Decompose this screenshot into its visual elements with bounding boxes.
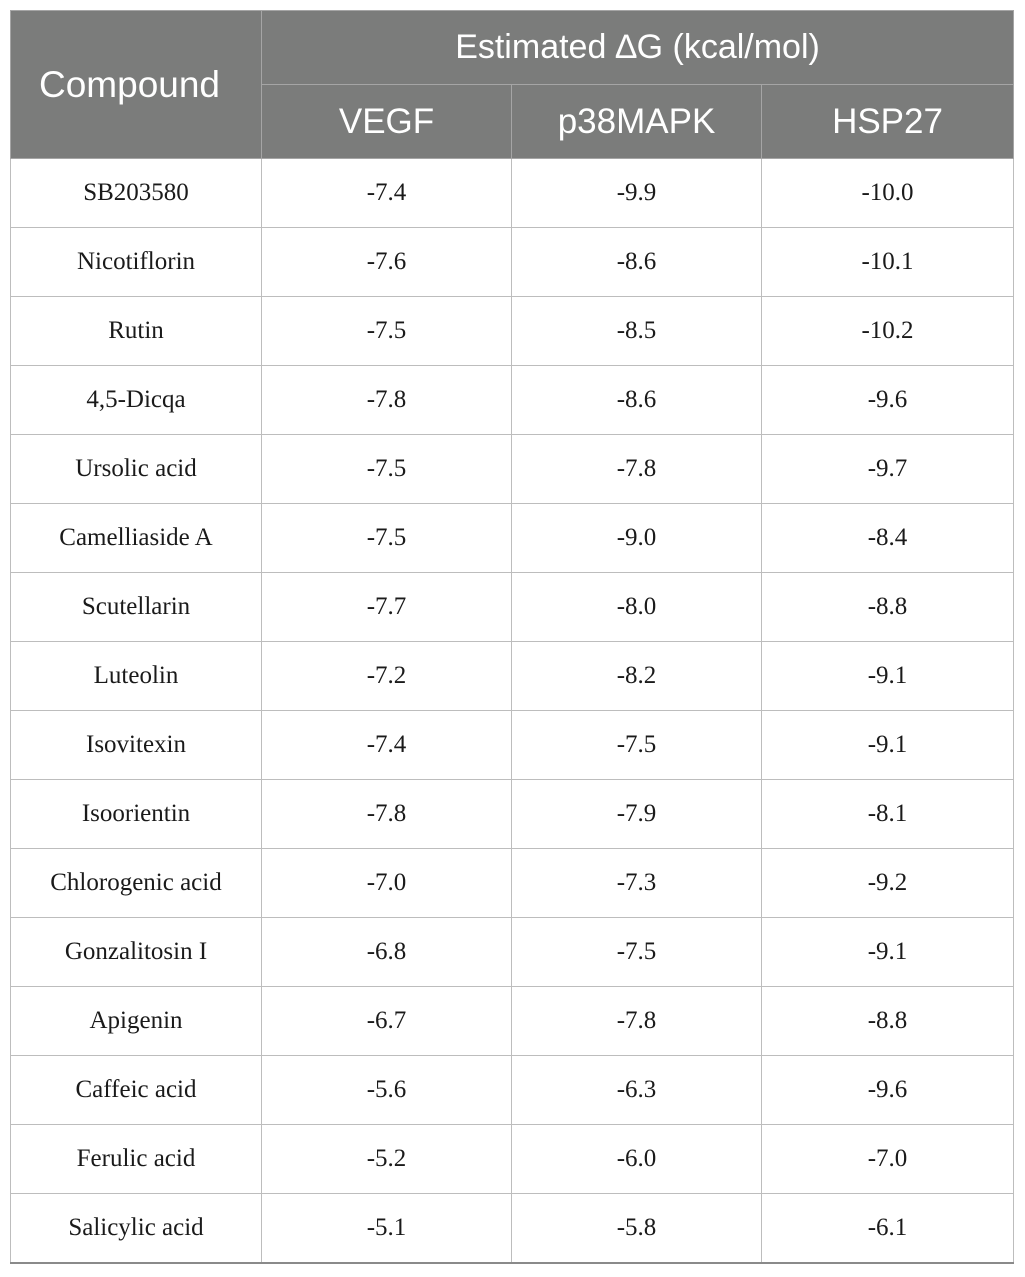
table-row	[11, 366, 1014, 435]
header-hsp27: HSP27	[762, 85, 1014, 159]
cell-p38mapk: -8.5	[512, 297, 762, 366]
table-body	[11, 159, 1014, 1264]
cell-p38mapk: -8.2	[512, 642, 762, 711]
header-vegf: VEGF	[262, 85, 512, 159]
cell-compound: Ferulic acid	[11, 1125, 262, 1194]
table-row	[11, 642, 1014, 711]
header-row-top	[11, 11, 1014, 85]
header-compound: Compound	[11, 11, 262, 159]
cell-hsp27: -8.4	[762, 504, 1014, 573]
cell-compound: SB203580	[11, 159, 262, 228]
cell-hsp27: -8.8	[762, 987, 1014, 1056]
cell-hsp27: -9.1	[762, 711, 1014, 780]
cell-vegf: -7.0	[262, 849, 512, 918]
cell-p38mapk: -6.0	[512, 1125, 762, 1194]
cell-hsp27: -9.2	[762, 849, 1014, 918]
cell-p38mapk: -8.6	[512, 228, 762, 297]
cell-vegf: -7.5	[262, 504, 512, 573]
cell-compound: Nicotiflorin	[11, 228, 262, 297]
cell-compound: Isoorientin	[11, 780, 262, 849]
cell-compound: Salicylic acid	[11, 1194, 262, 1264]
cell-hsp27: -10.2	[762, 297, 1014, 366]
cell-p38mapk: -8.0	[512, 573, 762, 642]
cell-compound: Scutellarin	[11, 573, 262, 642]
table-row	[11, 573, 1014, 642]
cell-compound: Ursolic acid	[11, 435, 262, 504]
cell-hsp27: -6.1	[762, 1194, 1014, 1264]
cell-vegf: -7.2	[262, 642, 512, 711]
cell-compound: Chlorogenic acid	[11, 849, 262, 918]
table-row	[11, 297, 1014, 366]
table-row	[11, 504, 1014, 573]
table-row	[11, 711, 1014, 780]
cell-vegf: -5.2	[262, 1125, 512, 1194]
cell-p38mapk: -6.3	[512, 1056, 762, 1125]
cell-compound: Apigenin	[11, 987, 262, 1056]
table-row	[11, 849, 1014, 918]
cell-vegf: -7.4	[262, 159, 512, 228]
table-row	[11, 1194, 1014, 1264]
cell-vegf: -7.8	[262, 366, 512, 435]
table-row	[11, 918, 1014, 987]
cell-hsp27: -7.0	[762, 1125, 1014, 1194]
cell-hsp27: -9.6	[762, 366, 1014, 435]
cell-hsp27: -9.1	[762, 642, 1014, 711]
cell-p38mapk: -7.5	[512, 711, 762, 780]
cell-vegf: -7.4	[262, 711, 512, 780]
table-row	[11, 780, 1014, 849]
cell-compound: Caffeic acid	[11, 1056, 262, 1125]
cell-compound: Camelliaside A	[11, 504, 262, 573]
cell-vegf: -5.1	[262, 1194, 512, 1264]
table-row	[11, 987, 1014, 1056]
cell-p38mapk: -7.8	[512, 435, 762, 504]
header-p38mapk: p38MAPK	[512, 85, 762, 159]
cell-p38mapk: -7.8	[512, 987, 762, 1056]
cell-p38mapk: -7.5	[512, 918, 762, 987]
cell-p38mapk: -5.8	[512, 1194, 762, 1264]
table-row	[11, 1125, 1014, 1194]
cell-hsp27: -10.0	[762, 159, 1014, 228]
docking-results-table	[10, 10, 1014, 1264]
cell-hsp27: -8.1	[762, 780, 1014, 849]
table-row	[11, 1056, 1014, 1125]
header-estimated-dg: Estimated ∆G (kcal/mol)	[262, 11, 1014, 85]
table-header	[11, 11, 1014, 159]
cell-p38mapk: -8.6	[512, 366, 762, 435]
cell-vegf: -6.8	[262, 918, 512, 987]
cell-vegf: -7.8	[262, 780, 512, 849]
table-row	[11, 159, 1014, 228]
cell-p38mapk: -9.0	[512, 504, 762, 573]
cell-vegf: -7.5	[262, 435, 512, 504]
docking-table-container	[10, 10, 1013, 1264]
cell-hsp27: -9.6	[762, 1056, 1014, 1125]
cell-compound: 4,5-Dicqa	[11, 366, 262, 435]
cell-vegf: -7.7	[262, 573, 512, 642]
cell-compound: Isovitexin	[11, 711, 262, 780]
cell-p38mapk: -7.3	[512, 849, 762, 918]
cell-hsp27: -9.1	[762, 918, 1014, 987]
cell-hsp27: -10.1	[762, 228, 1014, 297]
cell-vegf: -7.6	[262, 228, 512, 297]
cell-compound: Rutin	[11, 297, 262, 366]
cell-p38mapk: -9.9	[512, 159, 762, 228]
cell-vegf: -5.6	[262, 1056, 512, 1125]
cell-vegf: -7.5	[262, 297, 512, 366]
cell-compound: Gonzalitosin I	[11, 918, 262, 987]
cell-vegf: -6.7	[262, 987, 512, 1056]
table-row	[11, 228, 1014, 297]
cell-hsp27: -9.7	[762, 435, 1014, 504]
table-row	[11, 435, 1014, 504]
cell-p38mapk: -7.9	[512, 780, 762, 849]
cell-hsp27: -8.8	[762, 573, 1014, 642]
cell-compound: Luteolin	[11, 642, 262, 711]
